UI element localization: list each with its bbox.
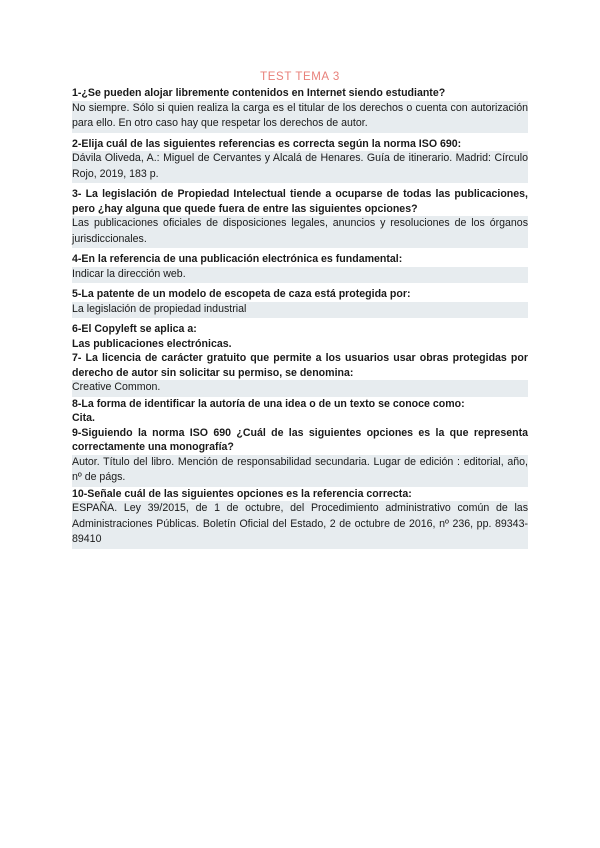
- answer-9: Autor. Título del libro. Mención de responsabilidad secundaria. Lugar de edición : editorial, año, nº de págs.: [72, 455, 528, 487]
- question-3: 3- La legislación de Propiedad Intelectual tiende a ocuparse de todas las publicaciones, pero ¿hay alguna que quede fuera de entre las siguientes opciones?: [72, 188, 528, 215]
- answer-6: Las publicaciones electrónicas.: [72, 337, 232, 350]
- answer-5: La legislación de propiedad industrial: [72, 302, 528, 319]
- question-5: 5-La patente de un modelo de escopeta de caza está protegida por:: [72, 288, 411, 300]
- question-6: 6-El Copyleft se aplica a:: [72, 323, 197, 335]
- page-title: TEST TEMA 3: [260, 71, 340, 83]
- answer-10: ESPAÑA. Ley 39/2015, de 1 de octubre, del Procedimiento administrativo común de las Administraciones Públicas. Boletín Oficial del Estado, 2 de octubre de 2016, nº 236, pp. 89343-89410: [72, 501, 528, 549]
- answer-8: Cita.: [72, 412, 95, 424]
- question-7: 7- La licencia de carácter gratuito que permite a los usuarios usar obras protegidas por derecho de autor sin solicitar su permiso, se denomina:: [72, 352, 528, 379]
- answer-4: Indicar la dirección web.: [72, 267, 528, 284]
- question-4: 4-En la referencia de una publicación electrónica es fundamental:: [72, 253, 403, 265]
- question-9: 9-Siguiendo la norma ISO 690 ¿Cuál de las siguientes opciones es la que representa correctamente una monografía?: [72, 426, 528, 453]
- answer-3: Las publicaciones oficiales de disposiciones legales, anuncios y resoluciones de los órganos jurisdiccionales.: [72, 216, 528, 248]
- question-10: 10-Señale cuál de las siguientes opciones es la referencia correcta:: [72, 487, 412, 500]
- answer-7: Creative Common.: [72, 380, 528, 397]
- answer-2: Dávila Oliveda, A.: Miguel de Cervantes y Alcalá de Henares. Guía de itinerario. Madrid: Círculo Rojo, 2019, 183 p.: [72, 151, 528, 183]
- document-page: [72, 70, 528, 549]
- question-8: 8-La forma de identificar la autoría de una idea o de un texto se conoce como:: [72, 397, 465, 410]
- question-2: 2-Elija cuál de las siguientes referencias es correcta según la norma ISO 690:: [72, 137, 462, 150]
- answer-1: No siempre. Sólo si quien realiza la carga es el titular de los derechos o cuenta con autorización para ello. En otro caso hay que respetar los derechos de autor.: [72, 101, 528, 133]
- question-1: 1-¿Se pueden alojar libremente contenidos en Internet siendo estudiante?: [72, 87, 446, 99]
